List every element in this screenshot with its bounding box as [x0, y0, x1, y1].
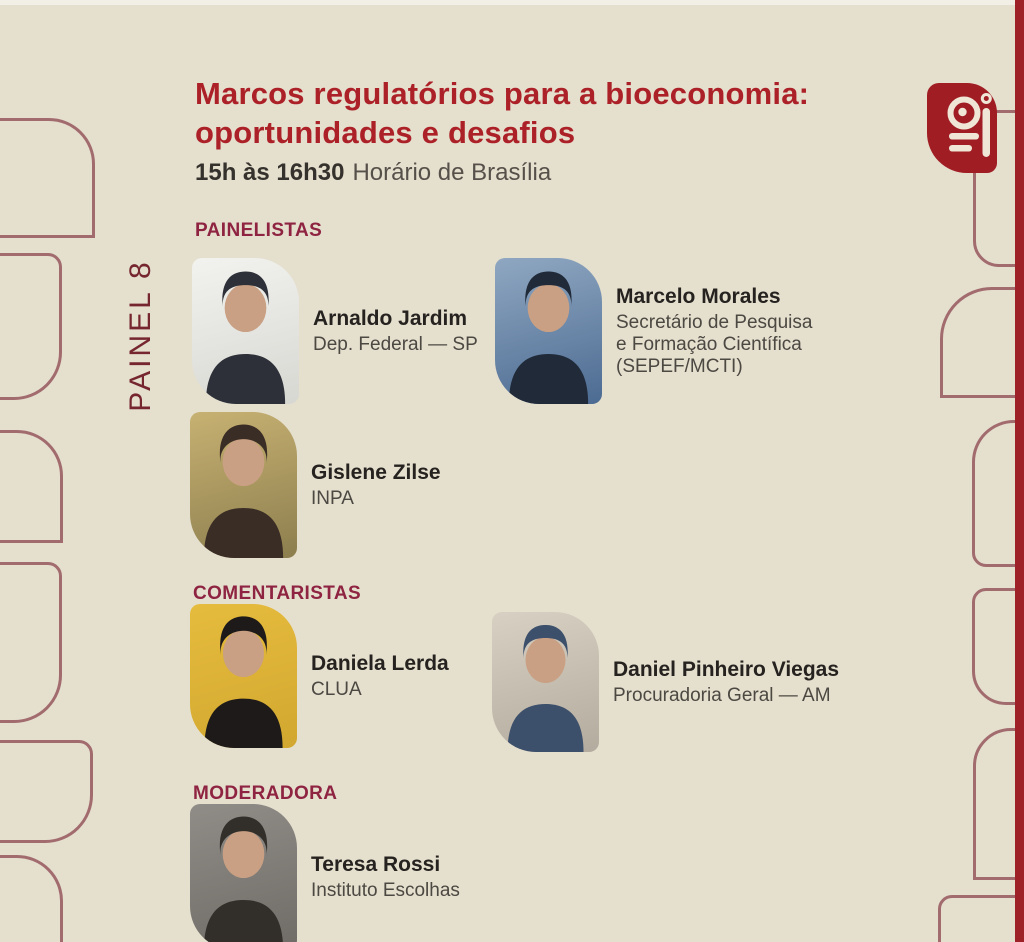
title-line-2: oportunidades e desafios — [195, 115, 576, 150]
person-silhouette-icon — [495, 258, 602, 404]
decorative-shape-left-4 — [0, 562, 62, 723]
decorative-shape-left-3 — [0, 430, 63, 543]
decorative-shape-left-5 — [0, 740, 93, 843]
speaker-name: Gislene Zilse — [311, 460, 441, 484]
speaker-role: INPA — [311, 487, 354, 509]
panel-number-label: PAINEL 8 — [124, 259, 157, 412]
speaker-card-gislene — [190, 412, 441, 558]
person-silhouette-icon — [492, 612, 599, 752]
speaker-name: Arnaldo Jardim — [313, 306, 468, 330]
speaker-photo — [495, 258, 602, 404]
speaker-photo — [192, 258, 299, 404]
event-time — [195, 159, 855, 187]
person-silhouette-icon — [190, 412, 297, 558]
speaker-name: Teresa Rossi — [311, 852, 441, 876]
speaker-role: Procuradoria Geral — AM — [613, 684, 831, 706]
speaker-info — [616, 285, 812, 378]
2i-logo — [927, 83, 997, 173]
page-title — [195, 74, 855, 152]
speaker-card-daniel — [492, 612, 839, 752]
decorative-shape-left-6 — [0, 855, 63, 942]
event-time-range: 15h às 16h30 — [195, 159, 345, 186]
person-silhouette-icon — [190, 604, 297, 748]
speaker-card-daniela — [190, 604, 449, 748]
2i-logo-icon — [927, 83, 997, 173]
speaker-role-line-1: Secretário de Pesquisa — [616, 311, 813, 333]
speaker-role-line-2: e Formação Científica — [616, 333, 802, 355]
speaker-role: CLUA — [311, 678, 362, 700]
speaker-info — [613, 658, 839, 707]
speaker-info — [311, 652, 449, 701]
speaker-role-line-3: (SEPEF/MCTI) — [616, 355, 743, 377]
top-edge-strip — [0, 0, 1024, 5]
speaker-card-arnaldo — [192, 258, 478, 404]
person-silhouette-icon — [192, 258, 299, 404]
speaker-info — [313, 307, 478, 356]
speaker-photo — [190, 604, 297, 748]
decorative-shape-left-1 — [0, 118, 95, 238]
decorative-shape-right-2 — [940, 287, 1024, 398]
speaker-card-teresa — [190, 804, 460, 942]
section-label-comentaristas: COMENTARISTAS — [193, 583, 362, 604]
decorative-shape-right-6 — [938, 895, 1024, 942]
speaker-name: Daniela Lerda — [311, 651, 449, 675]
title-line-1: Marcos regulatórios para a bioeconomia: — [195, 76, 810, 111]
speaker-info — [311, 853, 460, 902]
speaker-card-marcelo — [495, 258, 812, 404]
speaker-name: Marcelo Morales — [616, 284, 781, 308]
speaker-photo — [190, 412, 297, 558]
speaker-info — [311, 461, 441, 510]
speaker-photo — [190, 804, 297, 942]
speaker-role: Instituto Escolhas — [311, 879, 460, 901]
event-timezone: Horário de Brasília — [352, 159, 552, 186]
decorative-shape-left-2 — [0, 253, 62, 400]
speaker-name: Daniel Pinheiro Viegas — [613, 657, 840, 681]
speaker-role: Dep. Federal — SP — [313, 333, 478, 355]
section-label-painelistas: PAINELISTAS — [195, 220, 323, 241]
section-label-moderadora: MODERADORA — [193, 783, 338, 804]
person-silhouette-icon — [190, 804, 297, 942]
header — [195, 74, 855, 187]
right-edge-band — [1015, 0, 1024, 942]
speaker-photo — [492, 612, 599, 752]
